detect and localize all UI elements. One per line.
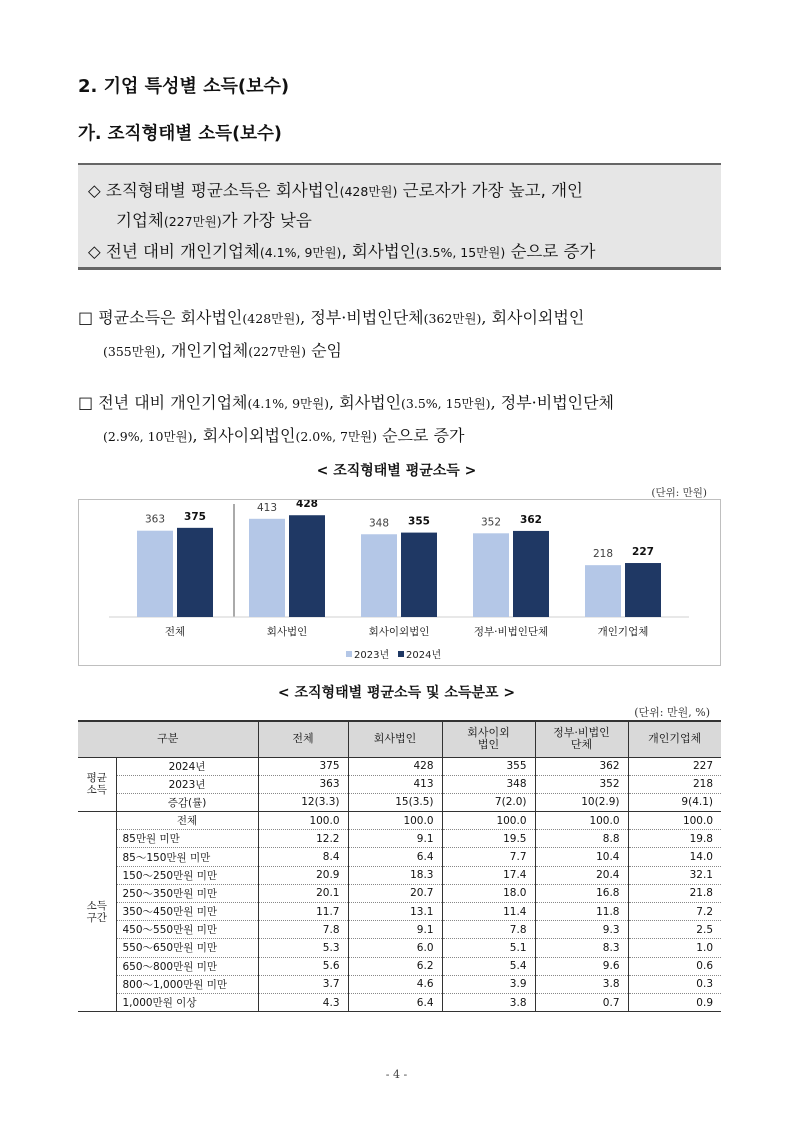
bar-2024년-전체 <box>177 528 213 617</box>
row-label: 85만원 미만 <box>116 830 258 848</box>
table-cell: 7.2 <box>628 903 721 921</box>
table-cell: 3.9 <box>442 975 535 993</box>
table-cell: 428 <box>348 757 442 775</box>
table-cell: 4.6 <box>348 975 442 993</box>
data-label: 413 <box>256 501 278 514</box>
header-category: 구분 <box>78 721 258 757</box>
summary-line-1: ◇ 조직형태별 평균소득은 회사법인(428만원) 근로자가 가장 높고, 개인 <box>88 181 583 200</box>
table-cell: 2.5 <box>628 921 721 939</box>
table-cell: 8.8 <box>535 830 628 848</box>
table-cell: 13.1 <box>348 903 442 921</box>
table-cell: 362 <box>535 757 628 775</box>
category-label: 정부·비법인단체 <box>473 626 549 638</box>
table-cell: 413 <box>348 775 442 793</box>
data-label: 352 <box>480 516 502 529</box>
table-cell: 100.0 <box>442 812 535 830</box>
table-cell: 218 <box>628 775 721 793</box>
bar-2024년-정부·비법인단체 <box>513 531 549 617</box>
table-cell: 9.1 <box>348 921 442 939</box>
table-cell: 355 <box>442 757 535 775</box>
data-label: 227 <box>632 546 654 559</box>
table-cell: 6.2 <box>348 957 442 975</box>
table-row <box>78 793 721 811</box>
table-row <box>78 757 721 775</box>
table-unit: (단위: 만원, %) <box>634 706 710 719</box>
table-row <box>78 884 721 902</box>
table-cell: 20.9 <box>258 866 348 884</box>
table-cell: 20.4 <box>535 866 628 884</box>
table-cell: 375 <box>258 757 348 775</box>
table-cell: 100.0 <box>258 812 348 830</box>
table-row <box>78 993 721 1011</box>
row-label: 전체 <box>116 812 258 830</box>
table-cell: 9(4.1) <box>628 793 721 811</box>
data-label: 375 <box>184 510 206 523</box>
income-distribution-table <box>78 720 721 1012</box>
table-cell: 6.0 <box>348 939 442 957</box>
row-label: 증감(률) <box>116 793 258 811</box>
header-non-company-corp: 회사이외 법인 <box>442 721 535 757</box>
table-cell: 7.8 <box>442 921 535 939</box>
table-cell: 6.4 <box>348 993 442 1011</box>
paragraph-1-line-2: (355만원), 개인기업체(227만원) 순임 <box>103 341 342 360</box>
table-cell: 18.3 <box>348 866 442 884</box>
bar-2023년-개인기업체 <box>585 565 621 617</box>
table-cell: 5.3 <box>258 939 348 957</box>
table-row <box>78 975 721 993</box>
table-cell: 21.8 <box>628 884 721 902</box>
bar-2023년-전체 <box>137 531 173 617</box>
category-label: 회사법인 <box>266 626 308 638</box>
table-cell: 16.8 <box>535 884 628 902</box>
row-label: 350～450만원 미만 <box>116 903 258 921</box>
table-cell: 0.9 <box>628 993 721 1011</box>
category-label: 개인기업체 <box>597 626 649 638</box>
table-cell: 19.8 <box>628 830 721 848</box>
table-cell: 100.0 <box>348 812 442 830</box>
table-cell: 3.8 <box>442 993 535 1011</box>
table-cell: 5.4 <box>442 957 535 975</box>
table-row <box>78 775 721 793</box>
table-cell: 19.5 <box>442 830 535 848</box>
table-cell: 9.6 <box>535 957 628 975</box>
bar-2023년-회사이외법인 <box>361 534 397 617</box>
table-cell: 3.8 <box>535 975 628 993</box>
table-row <box>78 921 721 939</box>
table-row <box>78 903 721 921</box>
table-cell: 7(2.0) <box>442 793 535 811</box>
header-individual: 개인기업체 <box>628 721 721 757</box>
table-cell: 3.7 <box>258 975 348 993</box>
table-cell: 100.0 <box>628 812 721 830</box>
table-cell: 18.0 <box>442 884 535 902</box>
table-caption: < 조직형태별 평균소득 및 소득분포 > <box>277 685 516 701</box>
table-cell: 5.6 <box>258 957 348 975</box>
subsection-heading: 가. 조직형태별 소득(보수) <box>78 124 282 144</box>
section-heading: 2. 기업 특성별 소득(보수) <box>78 76 290 97</box>
paragraph-2-line-1: □ 전년 대비 개인기업체(4.1%, 9만원), 회사법인(3.5%, 15만원), 정부·비법인단체 <box>78 393 615 412</box>
summary-line-3: ◇ 전년 대비 개인기업체(4.1%, 9만원), 회사법인(3.5%, 15만원) 순으로 증가 <box>88 242 596 261</box>
table-cell: 352 <box>535 775 628 793</box>
bar-2023년-회사법인 <box>249 519 285 617</box>
table-cell: 12(3.3) <box>258 793 348 811</box>
category-label: 전체 <box>164 626 186 638</box>
table-cell: 12.2 <box>258 830 348 848</box>
row-label: 2024년 <box>116 757 258 775</box>
table-row <box>78 830 721 848</box>
table-row <box>78 939 721 957</box>
table-cell: 9.1 <box>348 830 442 848</box>
summary-line-2: 기업체(227만원)가 가장 낮음 <box>116 211 312 230</box>
table-cell: 32.1 <box>628 866 721 884</box>
row-label: 550～650만원 미만 <box>116 939 258 957</box>
chart-unit: (단위: 만원) <box>651 487 707 499</box>
row-label: 2023년 <box>116 775 258 793</box>
legend-swatch <box>398 651 404 657</box>
data-label: 428 <box>296 500 318 511</box>
table-header-row <box>78 721 721 757</box>
table-cell: 8.4 <box>258 848 348 866</box>
table-cell: 0.6 <box>628 957 721 975</box>
table-row <box>78 866 721 884</box>
table-cell: 348 <box>442 775 535 793</box>
row-label: 1,000만원 이상 <box>116 993 258 1011</box>
legend-label: 2024년 <box>406 650 442 661</box>
table-cell: 363 <box>258 775 348 793</box>
table-cell: 20.1 <box>258 884 348 902</box>
category-label: 회사이외법인 <box>368 626 430 638</box>
table-cell: 9.3 <box>535 921 628 939</box>
row-label: 250～350만원 미만 <box>116 884 258 902</box>
bar-2024년-회사법인 <box>289 515 325 617</box>
group-income-range: 소득 구간 <box>78 812 116 1012</box>
table-cell: 6.4 <box>348 848 442 866</box>
paragraph-2-line-2: (2.9%, 10만원), 회사이외법인(2.0%, 7만원) 순으로 증가 <box>103 426 465 445</box>
header-corporation: 회사법인 <box>348 721 442 757</box>
table-cell: 15(3.5) <box>348 793 442 811</box>
header-government: 정부·비법인 단체 <box>535 721 628 757</box>
table-cell: 14.0 <box>628 848 721 866</box>
group-average-income: 평균 소득 <box>78 757 116 812</box>
bar-chart-svg <box>79 500 720 665</box>
table-cell: 100.0 <box>535 812 628 830</box>
data-label: 363 <box>144 513 166 526</box>
table-cell: 1.0 <box>628 939 721 957</box>
data-label: 348 <box>368 517 390 530</box>
page-number: - 4 - <box>385 1068 408 1081</box>
bar-chart <box>78 499 721 666</box>
table-cell: 0.3 <box>628 975 721 993</box>
table-cell: 5.1 <box>442 939 535 957</box>
table-row <box>78 812 721 830</box>
table-cell: 0.7 <box>535 993 628 1011</box>
table-cell: 10.4 <box>535 848 628 866</box>
table-cell: 4.3 <box>258 993 348 1011</box>
row-label: 450～550만원 미만 <box>116 921 258 939</box>
row-label: 650～800만원 미만 <box>116 957 258 975</box>
paragraph-1-line-1: □ 평균소득은 회사법인(428만원), 정부·비법인단체(362만원), 회사이외법인 <box>78 308 585 327</box>
row-label: 85～150만원 미만 <box>116 848 258 866</box>
table-row <box>78 957 721 975</box>
bar-2024년-회사이외법인 <box>401 533 437 617</box>
data-label: 218 <box>592 548 614 561</box>
table-cell: 11.7 <box>258 903 348 921</box>
summary-box <box>78 163 721 270</box>
table-cell: 17.4 <box>442 866 535 884</box>
table-cell: 10(2.9) <box>535 793 628 811</box>
row-label: 150～250만원 미만 <box>116 866 258 884</box>
table-cell: 227 <box>628 757 721 775</box>
table-cell: 7.7 <box>442 848 535 866</box>
table-row <box>78 848 721 866</box>
table-cell: 7.8 <box>258 921 348 939</box>
data-label: 355 <box>408 515 430 528</box>
chart-caption: < 조직형태별 평균소득 > <box>316 463 477 479</box>
row-label: 800～1,000만원 미만 <box>116 975 258 993</box>
table-cell: 11.4 <box>442 903 535 921</box>
data-label: 362 <box>520 513 542 526</box>
table-cell: 20.7 <box>348 884 442 902</box>
bar-2024년-개인기업체 <box>625 563 661 617</box>
bar-2023년-정부·비법인단체 <box>473 533 509 617</box>
legend-swatch <box>346 651 352 657</box>
table-cell: 11.8 <box>535 903 628 921</box>
header-total: 전체 <box>258 721 348 757</box>
legend-label: 2023년 <box>354 650 390 661</box>
table-cell: 8.3 <box>535 939 628 957</box>
